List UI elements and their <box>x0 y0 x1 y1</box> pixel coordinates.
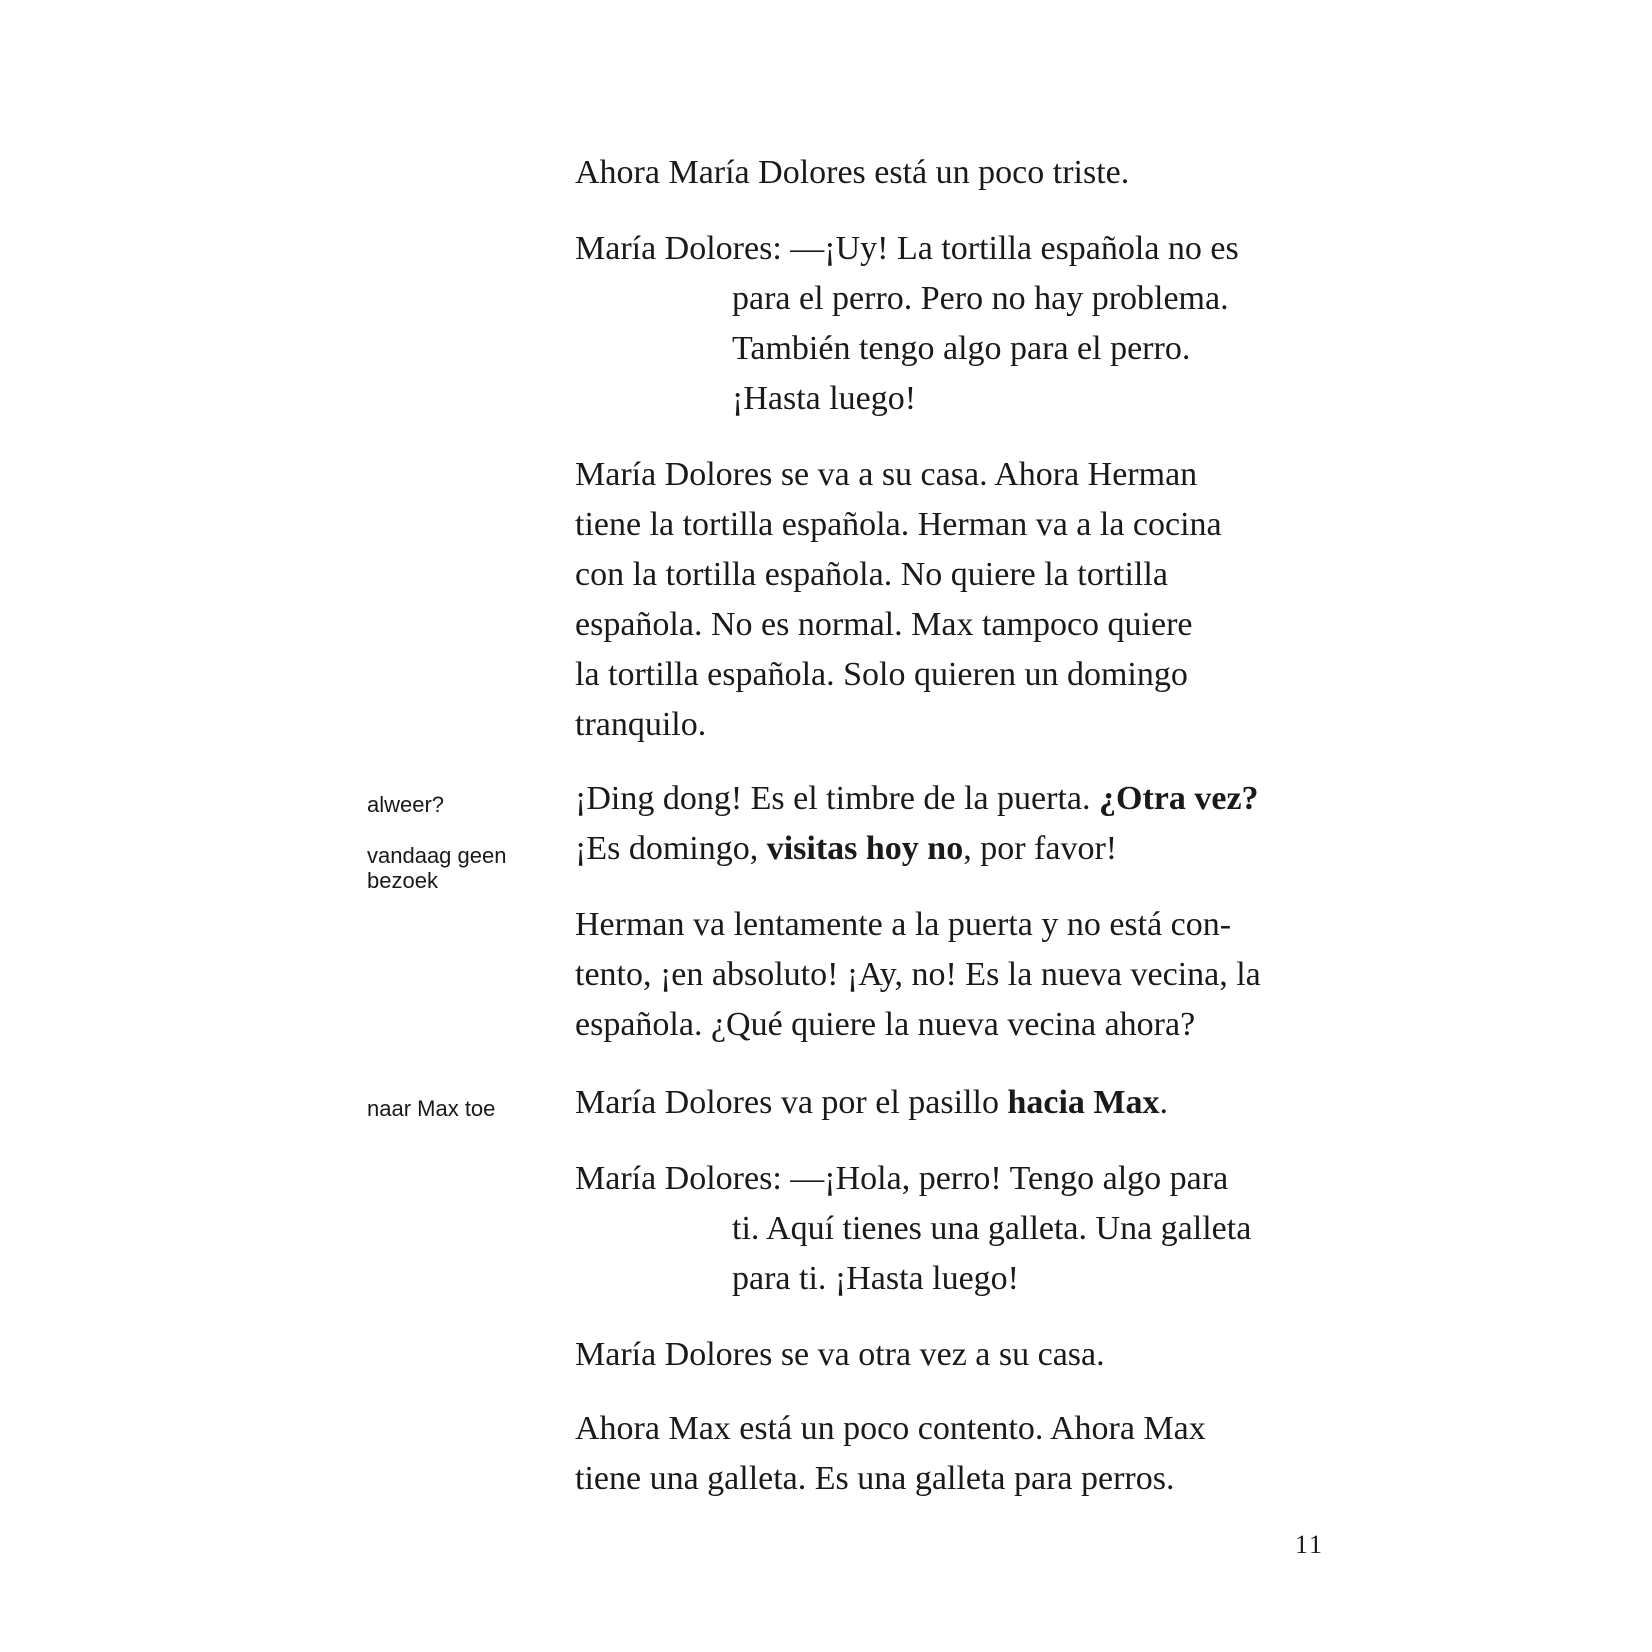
gloss-line: bezoek <box>367 868 438 893</box>
gloss-line: vandaag geen <box>367 843 507 868</box>
dialogue-line: También tengo algo para el perro. <box>732 330 1191 367</box>
dialogue-line: para ti. ¡Hasta luego! <box>732 1260 1019 1297</box>
dialogue-1 <box>575 224 1335 424</box>
gloss-line: naar Max toe <box>367 1096 496 1121</box>
paragraph-8 <box>575 1330 1335 1380</box>
text-run: , por favor! <box>963 830 1118 867</box>
paragraph-line: la tortilla española. Solo quieren un domingo <box>575 656 1188 693</box>
page-number: 11 <box>1295 1530 1325 1559</box>
paragraph-line: Ahora Max está un poco contento. Ahora Max <box>575 1410 1206 1447</box>
margin-gloss-vandaag-geen-bezoek <box>367 843 547 893</box>
bold-term: visitas hoy no <box>766 830 964 867</box>
paragraph-line: María Dolores se va a su casa. Ahora Herman <box>575 456 1198 493</box>
paragraph-line: tento, ¡en absoluto! ¡Ay, no! Es la nueva vecina, la <box>575 956 1261 993</box>
paragraph-line: Ahora María Dolores está un poco triste. <box>575 154 1130 191</box>
paragraph-line: tranquilo. <box>575 706 707 743</box>
paragraph-1 <box>575 148 1335 198</box>
margin-gloss-alweer <box>367 792 547 817</box>
dialogue-first-line <box>575 224 1335 274</box>
paragraph-line <box>575 1078 1335 1128</box>
paragraph-line: María Dolores se va otra vez a su casa. <box>575 1336 1105 1373</box>
text-run: . <box>1159 1084 1168 1121</box>
dialogue-2 <box>575 1154 1335 1304</box>
paragraph-9 <box>575 1404 1335 1504</box>
paragraph-6 <box>575 1078 1335 1128</box>
margin-gloss-naar-max-toe <box>367 1096 547 1121</box>
paragraph-5 <box>575 900 1335 1050</box>
gloss-line: alweer? <box>367 792 445 817</box>
paragraph-3 <box>575 450 1335 750</box>
dialogue-line: ¡Hasta luego! <box>732 380 917 417</box>
dialogue-line: ti. Aquí tienes una galleta. Una galleta <box>732 1210 1252 1247</box>
bold-term: hacia Max <box>1007 1084 1160 1121</box>
dialogue-line: para el perro. Pero no hay problema. <box>732 280 1229 317</box>
paragraph-line: española. ¿Qué quiere la nueva vecina ahora? <box>575 1006 1196 1043</box>
text-run: ¡Es domingo, <box>575 830 767 867</box>
paragraph-line <box>575 774 1335 824</box>
speaker-label: María Dolores: <box>575 1160 782 1197</box>
paragraph-line: Herman va lentamente a la puerta y no está con- <box>575 906 1232 943</box>
paragraph-line: con la tortilla española. No quiere la tortilla <box>575 556 1168 593</box>
text-run: ¡Ding dong! Es el timbre de la puerta. <box>575 780 1100 817</box>
speaker-label: María Dolores: <box>575 230 782 267</box>
dialogue-text: —¡Hola, perro! Tengo algo para <box>790 1160 1229 1197</box>
paragraph-line: tiene una galleta. Es una galleta para perros. <box>575 1460 1175 1497</box>
dialogue-text: —¡Uy! La tortilla española no es <box>790 230 1239 267</box>
bold-term: ¿Otra vez? <box>1099 780 1259 817</box>
dialogue-first-line <box>575 1154 1335 1204</box>
paragraph-line: española. No es normal. Max tampoco quiere <box>575 606 1193 643</box>
paragraph-line <box>575 824 1335 874</box>
text-run: María Dolores va por el pasillo <box>575 1084 1008 1121</box>
paragraph-4 <box>575 774 1335 874</box>
paragraph-line: tiene la tortilla española. Herman va a la cocina <box>575 506 1222 543</box>
